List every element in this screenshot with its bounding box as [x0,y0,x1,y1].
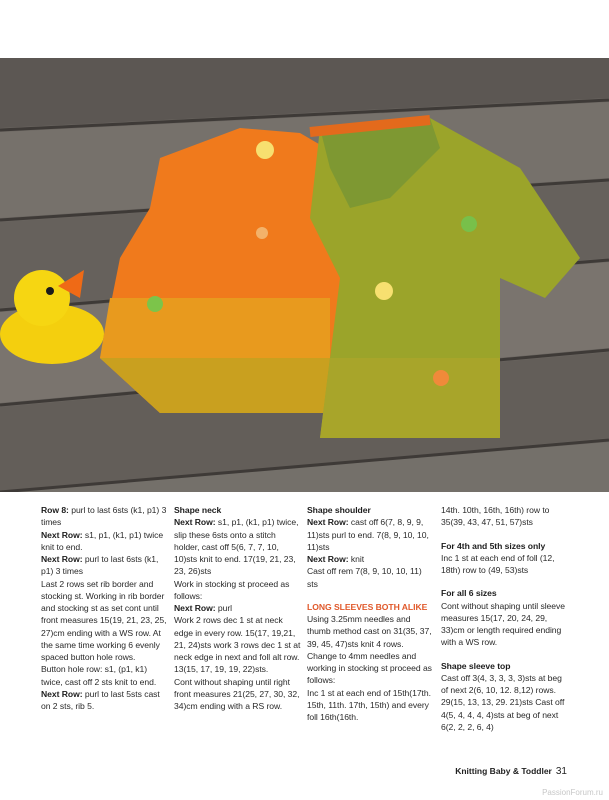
para: Next Row: s1, p1, (k1, p1) twice, slip these 6sts onto a stitch holder, cast off 5(6, 7, 7, 10, 10)sts knit to end. 17(19, 21, 23, 23, 26)sts [174,517,299,577]
para: Cont without shaping until right front measures 21(25, 27, 30, 32, 34)cm ending with a RS row. [174,676,300,711]
section-heading: For all 6 sizes [441,588,497,599]
para: Using 3.25mm needles and thumb method cast on 31(35, 37, 39, 45, 47)sts knit 4 rows. Change to 4mm needles and working in stocking st proceed as follows: [307,614,432,686]
para: Row 8: purl to last 6sts (k1, p1) 3 times [41,505,167,528]
pattern-column-4 [441,504,569,733]
section-heading: For 4th and 5th sizes only [441,540,546,551]
para: Next Row: cast off 6(7, 8, 9, 9, 11)sts purl to end. 7(8, 9, 10, 10, 11)sts [307,517,429,552]
para: Cast off rem 7(8, 9, 10, 10, 11) sts [307,566,422,589]
para: Last 2 rows set rib border and stocking st. Working in rib border and stocking st as set cont until front measures 15(19, 21, 23, 25, 27)cm ending with a WS row. At the same time working 6 evenly spaced button hole rows. [41,578,167,662]
pattern-column-3 [307,504,434,723]
para: Next Row: purl to last 5sts cast on 2 sts, rib 5. [41,688,160,711]
para: 14th. 10th, 16th, 16th) row to 35(39, 43, 47, 51, 57)sts [441,505,550,528]
page-number: 31 [555,766,567,777]
para: Inc 1 st at each end of 15th(17th. 15th, 11th. 17th, 15th) and every foll 16th(16th. [307,687,431,722]
magazine-name: Knitting Baby & Toddler [455,766,552,776]
para: Next Row: purl [174,603,233,613]
para: Next Row: s1, p1, (k1, p1) twice knit to end. [41,529,164,552]
para: Next Row: purl to last 6sts (k1, p1) 3 times [41,554,159,577]
para: Cont without shaping until sleeve measures 15(17, 20, 24, 29, 33)cm or length required ending with a WS row. [441,600,565,648]
para: Button hole row: s1, (p1, k1) twice, cast off 2 sts knit to end. [41,664,157,687]
page-footer [455,766,567,777]
pattern-column-2 [174,504,301,712]
para: Next Row: knit [307,554,365,564]
para: Cast off 3(4, 3, 3, 3, 3)sts at beg of next 2(6, 10, 12. 8,12) rows. 29(15, 13, 13, 29. 21)sts Cast off 4(5, 4, 4, 4, 4)sts at beg of next 6(2, 2, 2, 6, 4) [441,672,565,732]
para: Work 2 rows dec 1 st at neck edge in every row. 15(17, 19,21, 21, 24)sts work 3 rows dec 1 st at neck edge in next and foll alt row. 13(15, 17, 19, 19, 22)sts. [174,615,301,675]
knitted-cardigan-photo [0,58,609,492]
watermark: PassionForum.ru [542,788,603,797]
section-heading: Shape shoulder [307,505,371,515]
section-heading: Shape sleeve top [441,660,511,671]
para: Inc 1 st at each end of foll (12, 18th) row to (49, 53)sts [441,552,555,575]
section-heading: Shape neck [174,505,222,515]
para: Work in stocking st proceed as follows: [174,578,290,601]
pattern-column-1 [41,504,168,712]
long-sleeves-heading: LONG SLEEVES BOTH ALIKE [307,601,428,612]
